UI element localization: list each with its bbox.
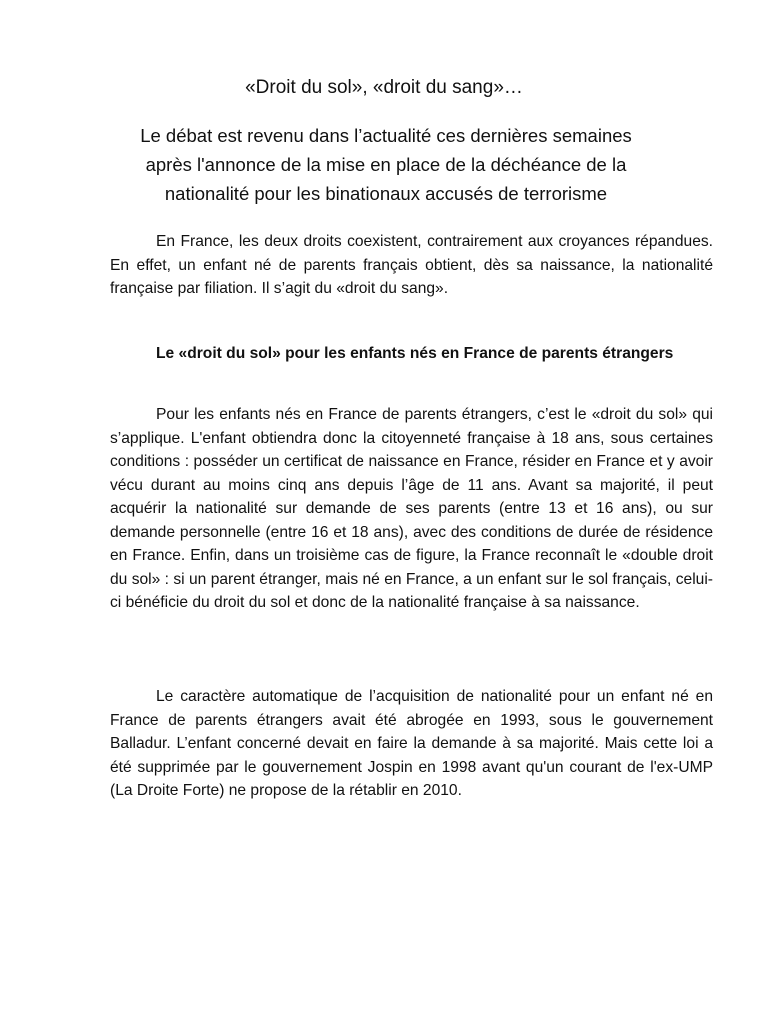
paragraph-intro: En France, les deux droits coexistent, contrairement aux croyances répandues. En effet, un enfant né de parents français obtient, dès sa naissance, la nationalité française par filiation. Il s’agit du «droit du sang». bbox=[110, 233, 713, 297]
document-subtitle bbox=[110, 121, 662, 208]
subtitle-line: Le débat est revenu dans l’actualité ces dernières semaines bbox=[140, 125, 632, 146]
subtitle-line: après l'annonce de la mise en place de la déchéance de la bbox=[145, 154, 627, 175]
paragraph-droit-du-sol: Pour les enfants nés en France de parents étrangers, c’est le «droit du sol» qui s’applique. L'enfant obtiendra donc la citoyenneté française à 18 ans, sous certaines conditions : posséder un certificat de naissance en France, résider en France et y avoir vécu durant au moins cinq ans depuis l’âge de 11 ans. Avant sa majorité, il peut acquérir la nationalité sur demande de ses parents (entre 13 et 16 ans), ou sur demande personnelle (entre 16 et 18 ans), avec des conditions de durée de résidence en France. Enfin, dans un troisième cas de figure, la France reconnaît le «double droit du sol» : si un parent étranger, mais né en France, a un enfant sur le sol français, celui-ci bénéficie du droit du sol et donc de la nationalité française à sa naissance. bbox=[110, 406, 713, 611]
document-title: «Droit du sol», «droit du sang»… bbox=[245, 77, 523, 98]
subtitle-line: nationalité pour les binationaux accusés de terrorisme bbox=[164, 183, 608, 204]
paragraph-history: Le caractère automatique de l’acquisition de nationalité pour un enfant né en France de parents étrangers avait été abrogée en 1993, sous le gouvernement Balladur. L’enfant concerné devait en faire la demande à sa majorité. Mais cette loi a été supprimée par le gouvernement Jospin en 1998 avant qu'un courant de l'ex-UMP (La Droite Forte) ne propose de la rétablir en 2010. bbox=[110, 688, 713, 799]
section-heading: Le «droit du sol» pour les enfants nés en France de parents étrangers bbox=[156, 345, 674, 362]
